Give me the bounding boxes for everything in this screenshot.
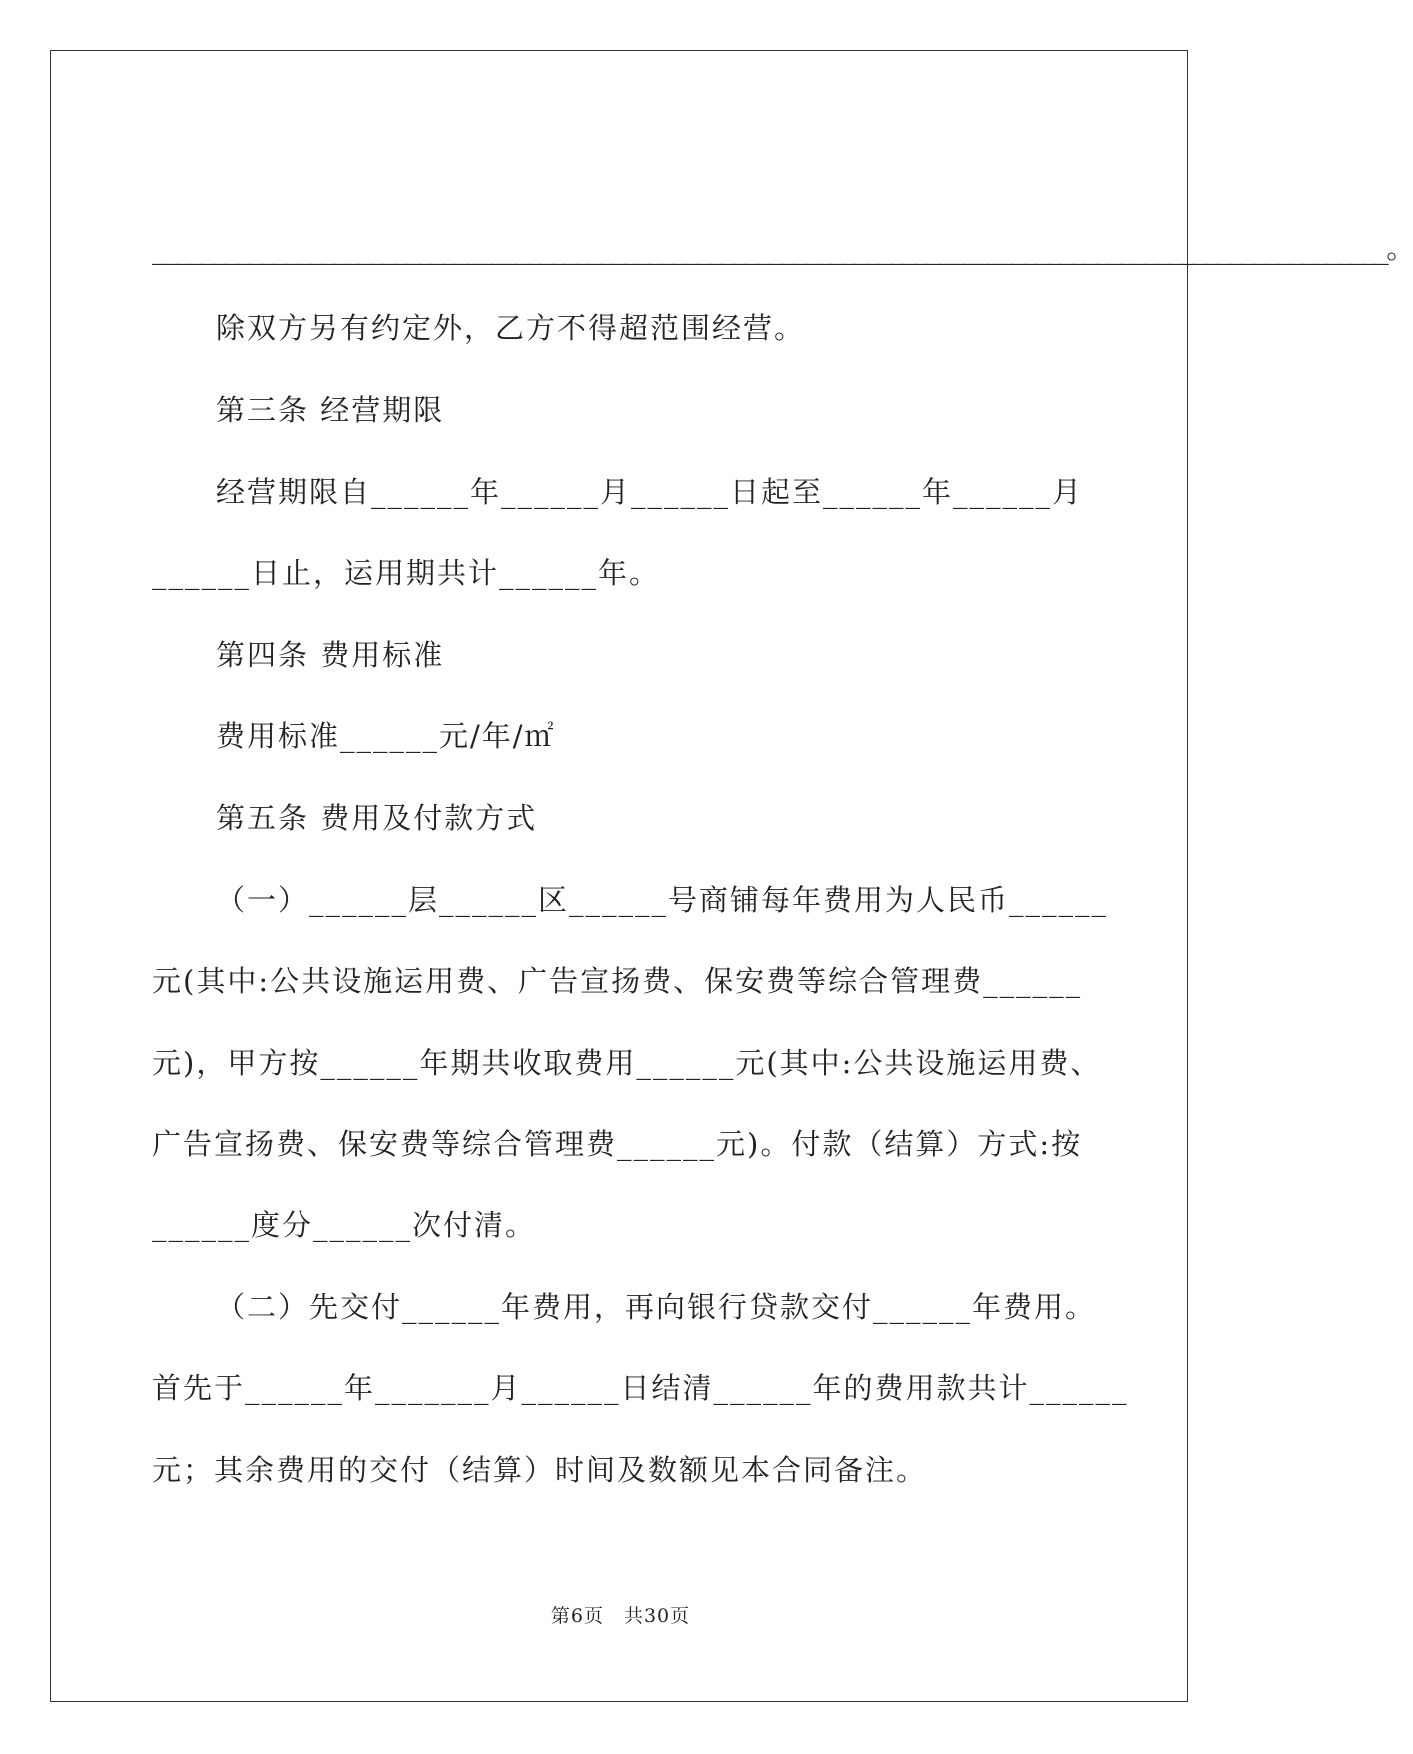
paragraph-fee-1-line-3: 元)，甲方按______年期共收取费用______元(其中:公共设施运用费、 (152, 1046, 1102, 1080)
paragraph-fee-1-line-4: 广告宣扬费、保安费等综合管理费______元)。付款（结算）方式:按 (152, 1127, 1083, 1161)
paragraph-fee-1-line-1: （一）______层______区______号商铺每年费用为人民币______ (216, 883, 1109, 917)
heading-article-3: 第三条 经营期限 (216, 393, 445, 427)
blank-line: ______________________________________________________________________________________________________。 (152, 231, 1413, 265)
paragraph-fee-2-line-2: 首先于______年_______月______日结清______年的费用款共计______ (152, 1371, 1129, 1405)
paragraph-term-start: 经营期限自______年______月______日起至______年______月 (216, 475, 1084, 509)
heading-article-5: 第五条 费用及付款方式 (216, 801, 538, 835)
paragraph-fee-1-line-5: ______度分______次付清。 (152, 1208, 537, 1242)
paragraph-fee-standard: 费用标准______元/年/㎡ (216, 719, 556, 753)
paragraph-term-end: ______日止，运用期共计______年。 (152, 556, 661, 590)
paragraph-scope-restriction: 除双方另有约定外，乙方不得超范围经营。 (216, 311, 806, 345)
paragraph-fee-2-line-3: 元；其余费用的交付（结算）时间及数额见本合同备注。 (152, 1453, 928, 1487)
page-number: 第6页 共30页 (550, 1605, 691, 1627)
heading-article-4: 第四条 费用标准 (216, 638, 445, 672)
paragraph-fee-2-line-1: （二）先交付______年费用，再向银行贷款交付______年费用。 (216, 1290, 1097, 1324)
paragraph-fee-1-line-2: 元(其中:公共设施运用费、广告宣扬费、保安费等综合管理费______ (152, 964, 1083, 998)
